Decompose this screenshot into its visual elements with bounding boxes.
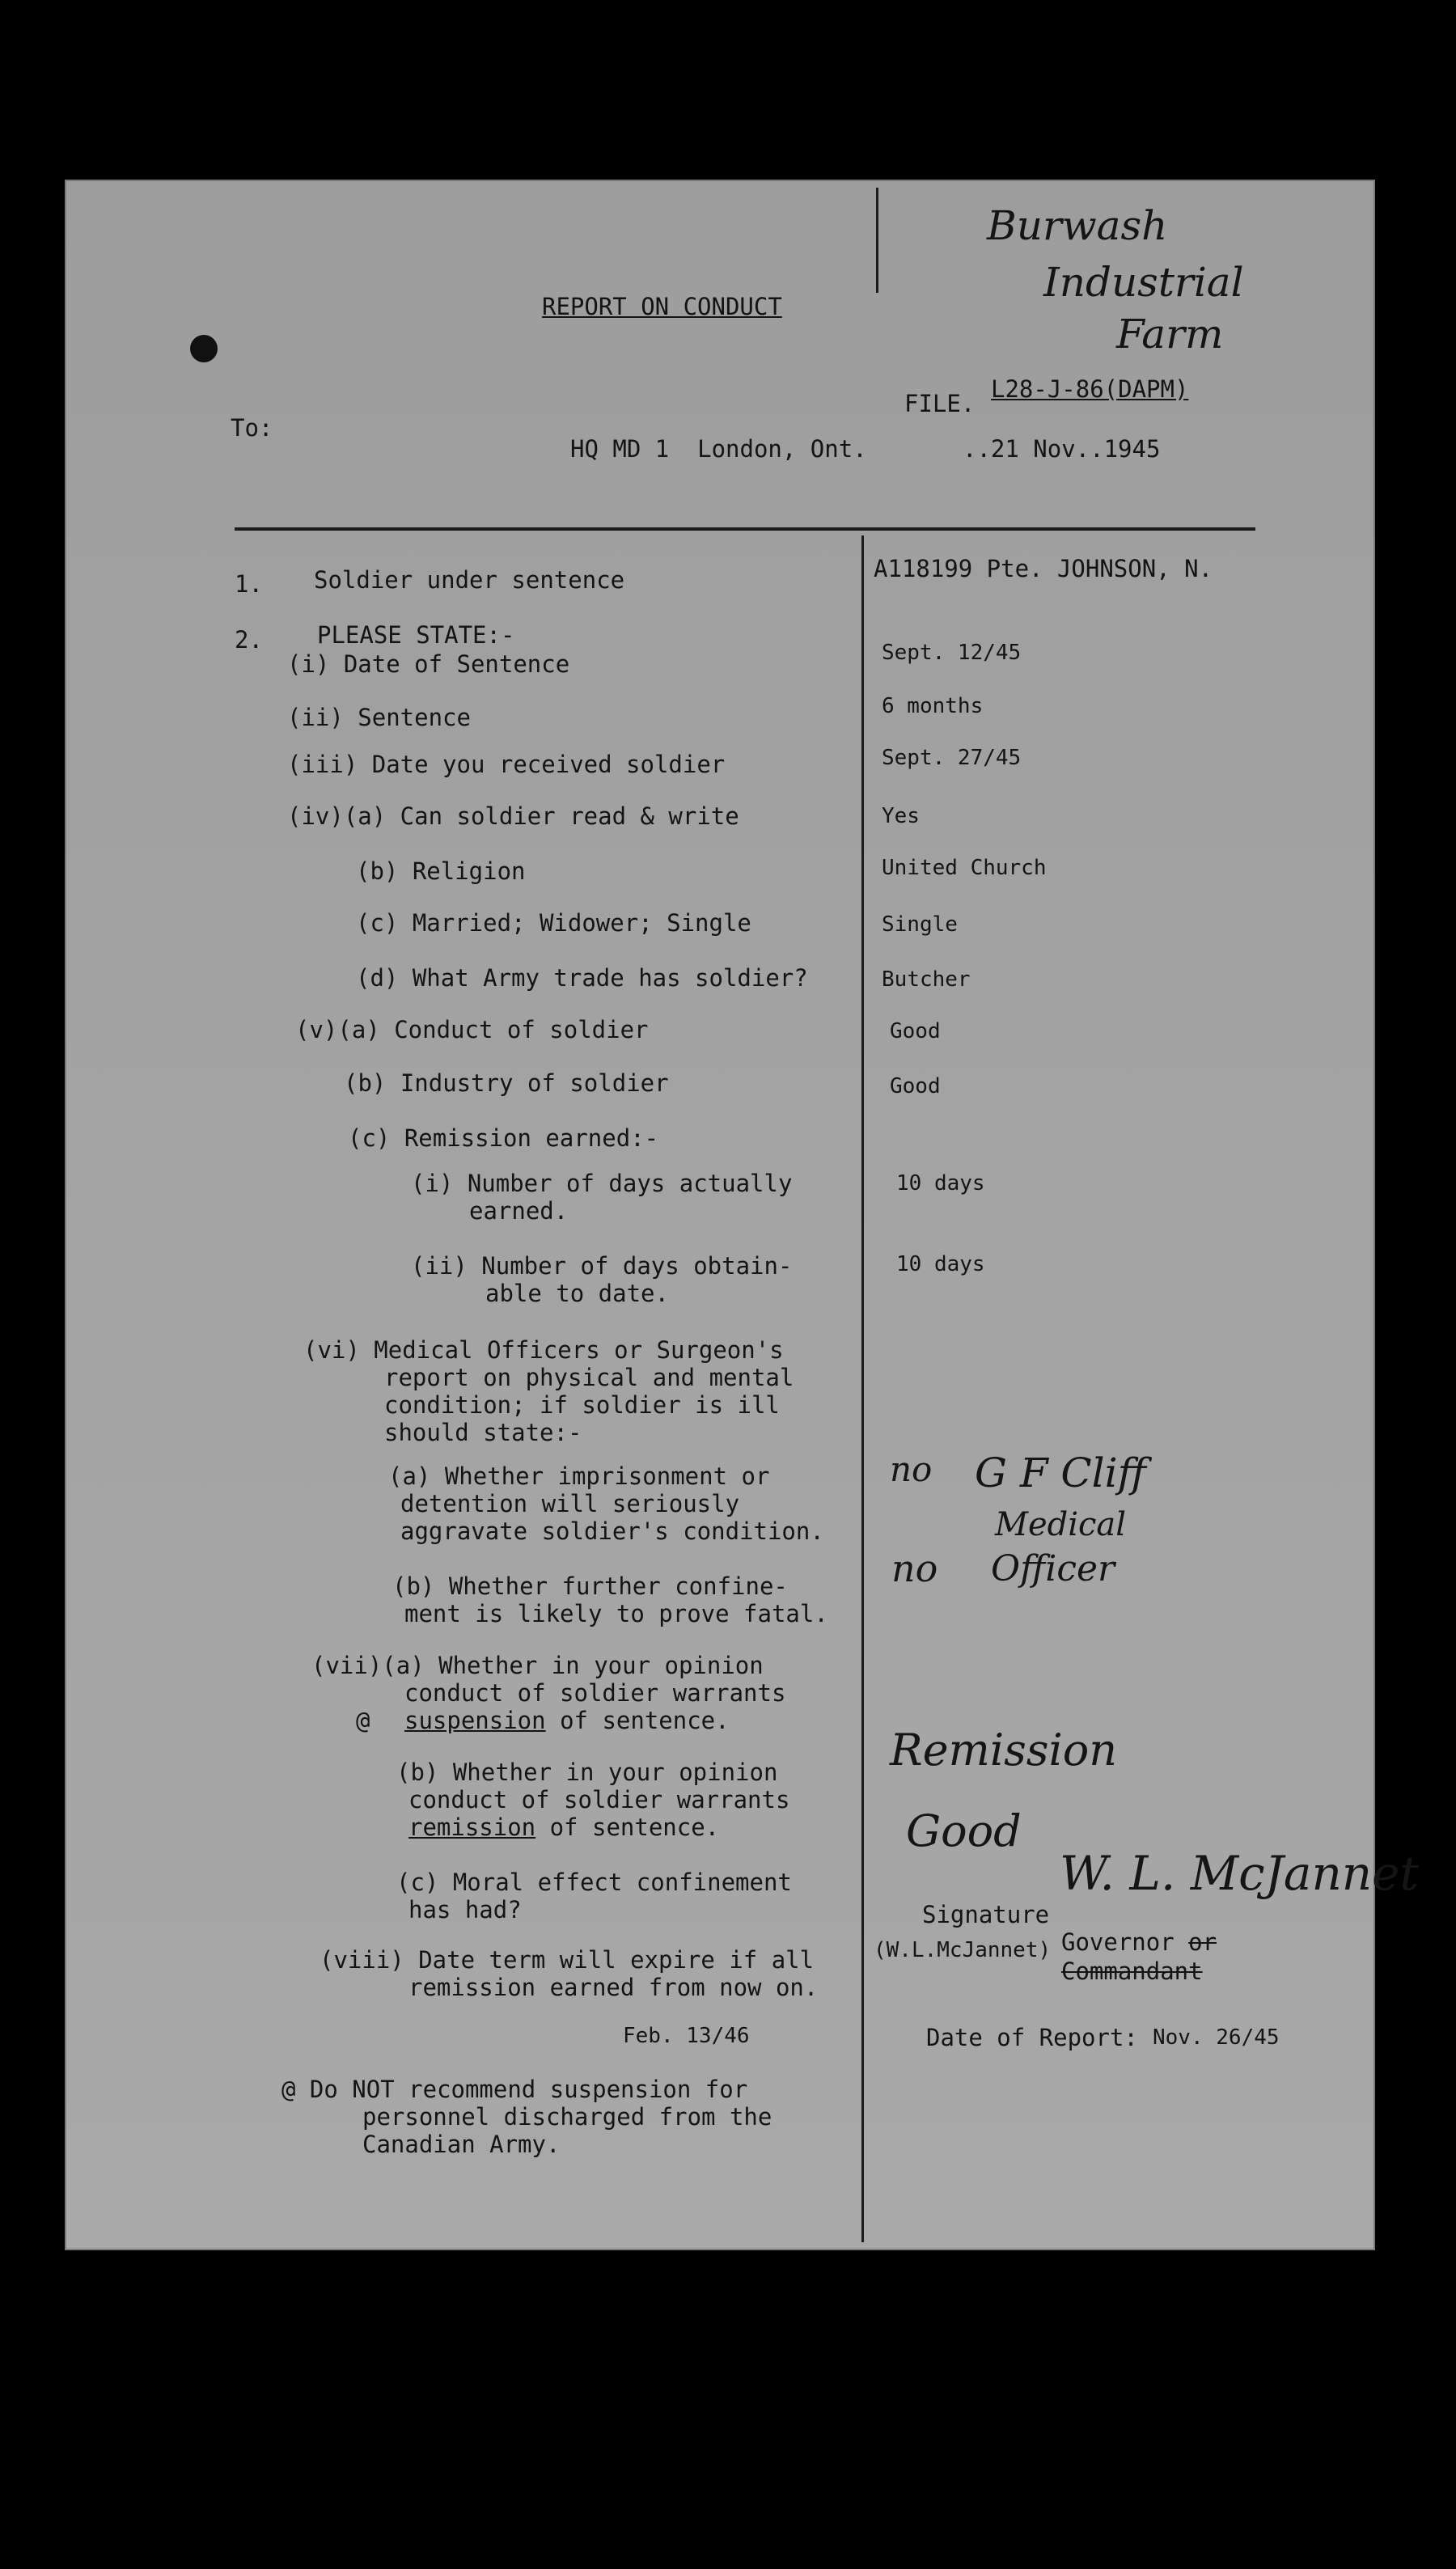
- read-write-label: (iv)(a) Can soldier read & write: [287, 802, 739, 830]
- item-1-number: 1.: [235, 570, 263, 598]
- footnote-line-2: personnel discharged from the: [362, 2103, 772, 2131]
- days-earned-value: 10 days: [896, 1171, 985, 1196]
- date-received-value: Sept. 27/45: [882, 746, 1022, 770]
- term-expire-line-1: (viii) Date term will expire if all: [320, 1946, 815, 1974]
- term-expire-line-2: remission earned from now on.: [408, 1974, 819, 2001]
- handwritten-medical-signature: G F Cliff: [975, 1450, 1147, 1496]
- governor-title-line: [1061, 1930, 1217, 1955]
- marital-status-value: Single: [882, 912, 958, 937]
- date-received-label: (iii) Date you received soldier: [287, 751, 726, 778]
- remission-tail: of sentence.: [535, 1814, 720, 1841]
- sentence-label: (ii) Sentence: [287, 704, 471, 731]
- marital-status-label: (c) Married; Widower; Single: [356, 909, 751, 937]
- suspension-word: suspension: [404, 1707, 546, 1734]
- from-location: HQ MD 1 London, Ont.: [570, 435, 867, 463]
- item-1-label: Soldier under sentence: [314, 566, 625, 594]
- please-state: PLEASE STATE:-: [317, 621, 515, 649]
- days-obtainable-label-1: (ii) Number of days obtain-: [411, 1252, 793, 1280]
- file-number: L28-J-86(DAPM): [991, 375, 1189, 403]
- item-1-value: A118199 Pte. JOHNSON, N.: [874, 555, 1213, 582]
- aggravate-line-2: detention will seriously: [400, 1490, 740, 1517]
- remission-earned-label: (c) Remission earned:-: [348, 1124, 659, 1152]
- report-title: REPORT ON CONDUCT: [542, 293, 782, 320]
- suspension-at-mark: @: [356, 1707, 370, 1734]
- handwritten-remission: Remission: [890, 1725, 1118, 1775]
- remission-line-3: [408, 1815, 719, 1840]
- remission-word: remission: [408, 1814, 536, 1841]
- read-write-value: Yes: [882, 804, 920, 828]
- remission-line-2: conduct of soldier warrants: [408, 1786, 790, 1814]
- medical-report-line-1: (vi) Medical Officers or Surgeon's: [303, 1336, 784, 1364]
- governor-name: (W.L.McJannet): [874, 1938, 1052, 1962]
- army-trade-value: Butcher: [882, 967, 971, 992]
- handwritten-place-1: Burwash: [987, 202, 1168, 249]
- industry-value: Good: [890, 1074, 941, 1098]
- army-trade-label: (d) What Army trade has soldier?: [356, 964, 808, 992]
- item-2-number: 2.: [235, 626, 263, 654]
- days-obtainable-value: 10 days: [896, 1252, 985, 1276]
- handwritten-place-2: Industrial: [1043, 259, 1244, 306]
- handwritten-no-1: no: [890, 1450, 933, 1489]
- handwritten-good: Good: [906, 1805, 1022, 1856]
- industry-label: (b) Industry of soldier: [344, 1069, 669, 1097]
- medical-report-line-4: should state:-: [384, 1419, 582, 1446]
- handwritten-place-3: Farm: [1116, 311, 1224, 358]
- date-of-report-value: Nov. 26/45: [1153, 2025, 1280, 2050]
- aggravate-line-3: aggravate soldier's condition.: [400, 1517, 824, 1545]
- religion-label: (b) Religion: [356, 857, 526, 885]
- footnote-line-3: Canadian Army.: [362, 2131, 561, 2158]
- handwritten-officer-title: Officer: [991, 1548, 1115, 1589]
- religion-value: United Church: [882, 856, 1047, 880]
- governor-title: Governor: [1061, 1928, 1175, 1956]
- moral-effect-line-1: (c) Moral effect confinement: [396, 1869, 792, 1896]
- days-earned-label-2: earned.: [469, 1197, 569, 1225]
- file-label: FILE.: [904, 390, 976, 417]
- signature-label: Signature: [922, 1901, 1050, 1928]
- document-sheet: [65, 180, 1419, 2250]
- header-date: ..21 Nov..1945: [963, 435, 1161, 463]
- date-of-report-label: Date of Report:: [926, 2024, 1138, 2051]
- aggravate-line-1: (a) Whether imprisonment or: [388, 1462, 770, 1490]
- fatal-line-1: (b) Whether further confine-: [392, 1572, 788, 1600]
- suspension-line-2: conduct of soldier warrants: [404, 1679, 786, 1707]
- moral-effect-line-2: has had?: [408, 1896, 522, 1924]
- term-expire-value: Feb. 13/46: [623, 2024, 750, 2048]
- footnote-line-1: @ Do NOT recommend suspension for: [281, 2076, 748, 2103]
- handwritten-no-2: no: [891, 1547, 938, 1590]
- remission-line-1: (b) Whether in your opinion: [396, 1759, 778, 1786]
- header-rule: [235, 527, 1255, 531]
- medical-report-line-3: condition; if soldier is ill: [384, 1391, 780, 1419]
- handwritten-medical-title: Medical: [995, 1506, 1127, 1543]
- days-obtainable-label-2: able to date.: [485, 1280, 669, 1307]
- bullet-hole-mark: [190, 335, 218, 362]
- struck-commandant: Commandant: [1061, 1957, 1203, 1985]
- suspension-tail: of sentence.: [545, 1707, 730, 1734]
- header-divider: [876, 188, 878, 293]
- fatal-line-2: ment is likely to prove fatal.: [404, 1600, 828, 1627]
- medical-report-line-2: report on physical and mental: [384, 1364, 794, 1391]
- conduct-label: (v)(a) Conduct of soldier: [295, 1016, 649, 1043]
- date-of-sentence-label: (i) Date of Sentence: [287, 650, 570, 678]
- struck-or: or: [1188, 1928, 1217, 1956]
- date-of-sentence-value: Sept. 12/45: [882, 641, 1022, 665]
- column-divider: [861, 535, 864, 2242]
- sentence-value: 6 months: [882, 694, 984, 718]
- suspension-line-3: [404, 1708, 730, 1733]
- suspension-line-1: (vii)(a) Whether in your opinion: [311, 1652, 764, 1679]
- to-label: To:: [231, 414, 273, 442]
- handwritten-governor-signature: W. L. McJannet: [1060, 1846, 1419, 1901]
- days-earned-label-1: (i) Number of days actually: [411, 1170, 793, 1197]
- conduct-value: Good: [890, 1019, 941, 1043]
